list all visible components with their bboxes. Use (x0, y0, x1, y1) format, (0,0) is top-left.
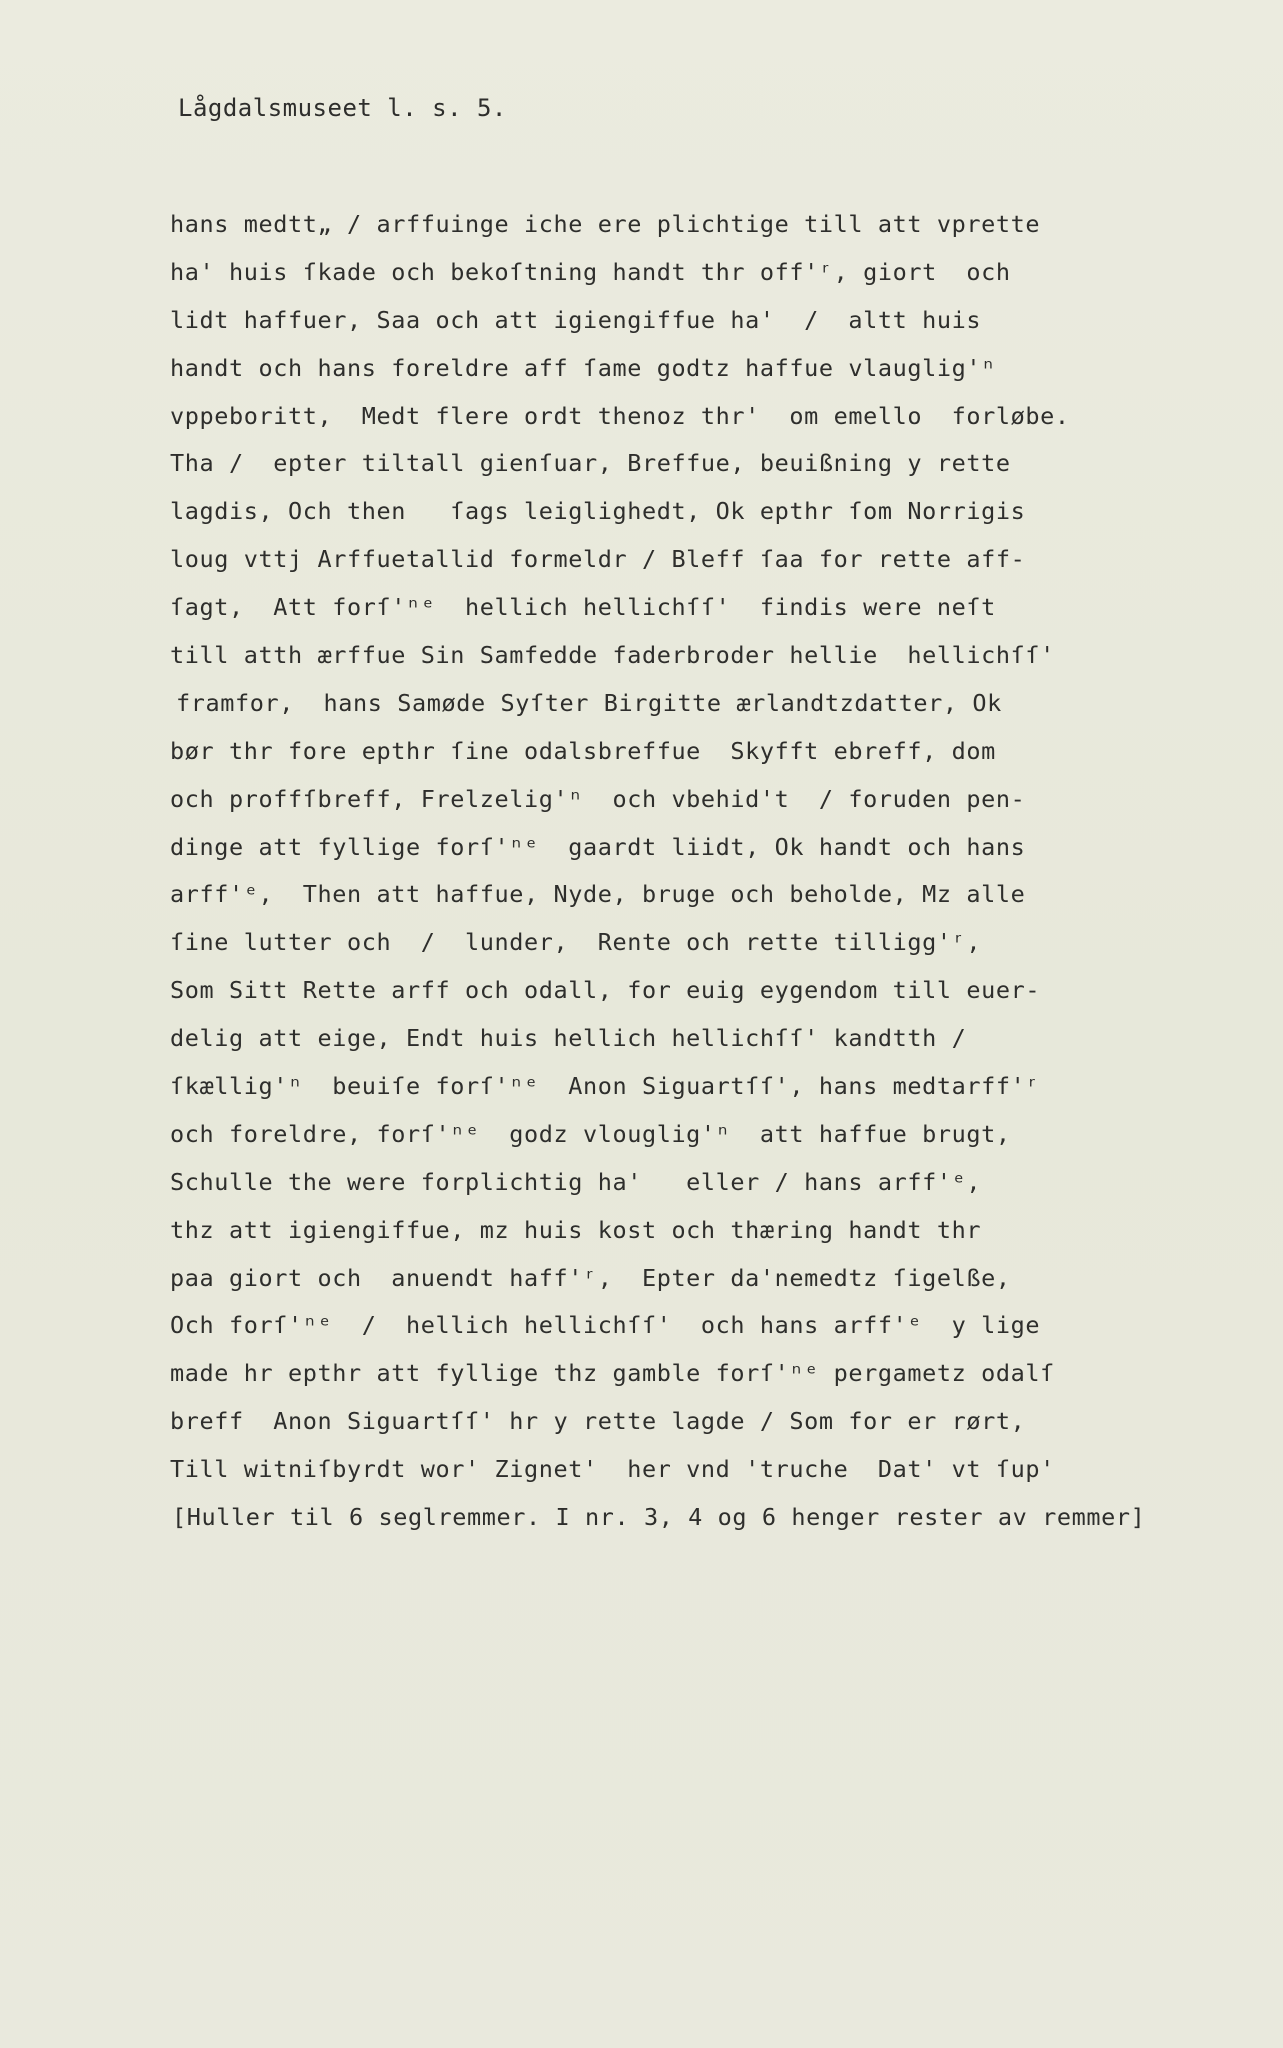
text-line: bør thr fore epthr ſine odalsbreffue Skyfft ebreff, dom (170, 736, 996, 765)
text-line: lidt haffuer, Saa och att igiengiffue ha' / altt huis (170, 305, 982, 334)
text-line: Som Sitt Rette arff och odall, for euig eygendom till euer- (170, 976, 1041, 1005)
text-line: hans medtt„ / arffuinge iche ere plichtige till att vprette (170, 210, 1041, 238)
text-line: ſkællig'ⁿ beuiſe forſ'ⁿᵉ Anon Siguartſſ', hans medtarff'ʳ (170, 1072, 1041, 1101)
text-line: made hr epthr att fyllige thz gamble forſ'ⁿᵉ pergametz odalſ (170, 1359, 1055, 1388)
transcription-body (170, 201, 1170, 1542)
text-line: ha' huis ſkade och bekoſtning handt thr off'ʳ, giort och (170, 257, 1011, 286)
text-line: vppeboritt, Medt flere ordt thenoz thr' om emello forløbe. (170, 401, 1070, 430)
text-line: loug vttj Arffuetallid formeldr / Bleff ſaa for rette aff- (170, 545, 1026, 574)
text-line: arff'ᵉ, Then att haffue, Nyde, bruge och beholde, Mz alle (170, 880, 1026, 909)
text-line: framfor, hans Samøde Syſter Birgitte ærlandtzdatter, Ok (176, 688, 1002, 717)
text-line: breff Anon Siguartſſ' hr y rette lagde / Som for er rørt, (170, 1407, 1026, 1436)
text-line: Schulle the were forplichtig ha' eller / hans arff'ᵉ, (170, 1167, 982, 1196)
text-line: ſine lutter och / lunder, Rente och rette tilligg'ʳ, (170, 928, 982, 957)
editorial-note: [Huller til 6 seglremmer. I nr. 3, 4 og 6 henger rester av remmer] (172, 1503, 1146, 1532)
text-line: Och forſ'ⁿᵉ / hellich hellichſſ' och hans arff'ᵉ y lige (170, 1311, 1041, 1340)
text-line: ſagt, Att forſ'ⁿᵉ hellich hellichſſ' findis were neſt (170, 593, 996, 622)
text-line: dinge att fyllige forſ'ⁿᵉ gaardt liidt, Ok handt och hans (170, 832, 1026, 861)
text-line: delig att eige, Endt huis hellich hellichſſ' kandtth / (170, 1024, 967, 1053)
text-line: thz att igiengiffue, mz huis kost och thæring handt thr (170, 1215, 982, 1244)
text-line: Till witniſbyrdt wor' Zignet' her vnd 'truche Dat' vt ſup' (170, 1455, 1055, 1484)
page-header: Lågdalsmuseet l. s. 5. (178, 94, 507, 122)
text-line: handt och hans foreldre aff ſame godtz haffue vlauglig'ⁿ (170, 353, 996, 382)
text-line: och proffſbreff, Frelzelig'ⁿ och vbehid't / foruden pen- (170, 784, 1026, 813)
text-line: och foreldre, forſ'ⁿᵉ godz vlouglig'ⁿ att haffue brugt, (170, 1119, 1011, 1148)
text-line: paa giort och anuendt haff'ʳ, Epter da'nemedtz ſigelße, (170, 1263, 1011, 1292)
text-line: lagdis, Och then ſags leiglighedt, Ok epthr ſom Norrigis (170, 497, 1026, 526)
text-line: till atth ærffue Sin Samfedde faderbroder hellie hellichſſ' (170, 641, 1055, 670)
text-line: Tha / epter tiltall gienſuar, Breffue, beuißning y rette (170, 449, 1011, 478)
